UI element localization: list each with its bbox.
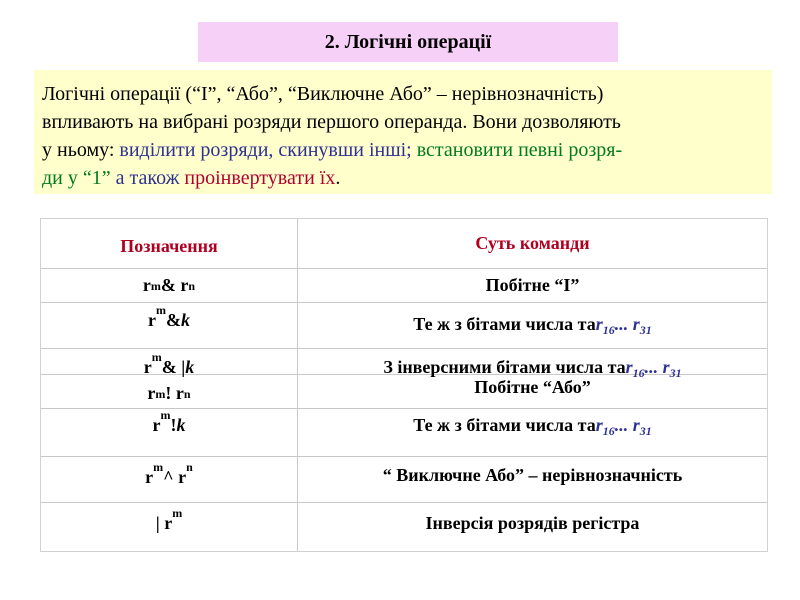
- header-description: Суть команди: [475, 233, 590, 253]
- table-row: [41, 303, 767, 349]
- intro-line-1: Логічні операції (“І”, “Або”, “Виключне Або” – нерівнозначність): [42, 83, 604, 105]
- table-row: [41, 375, 767, 409]
- column-divider: [297, 219, 298, 551]
- description-cell: Інверсія розрядів регістра: [425, 513, 640, 533]
- description-cell: Побітне “Або”: [474, 377, 591, 397]
- intro-period: .: [335, 167, 341, 189]
- table-row: [41, 349, 767, 380]
- notation-cell: r m ! r n: [147, 383, 191, 403]
- intro-highlight-select: виділити розряди, скинувши інші;: [119, 139, 412, 161]
- intro-text: у ньому:: [42, 139, 120, 161]
- notation-cell: r m ^ r n: [145, 460, 193, 487]
- header-notation: Позначення: [120, 236, 218, 256]
- table-header-row: [41, 219, 767, 269]
- intro-line-3: [42, 136, 762, 164]
- description-cell: Те ж з бітами числа та $r_{16}$... $r_{31}$: [413, 415, 652, 438]
- notation-cell: | r m: [155, 506, 183, 533]
- notation-cell: r m & r n: [142, 275, 196, 295]
- notation-cell: r m & | k: [143, 350, 195, 377]
- description-cell: Те ж з бітами числа та $r_{16}$... $r_{31}$: [413, 314, 652, 337]
- intro-paragraph: [34, 70, 772, 194]
- intro-text-also: а також: [110, 167, 185, 189]
- table-row: [41, 503, 767, 551]
- description-cell: Побітне “І”: [485, 275, 580, 295]
- operations-table: [40, 218, 768, 552]
- table-row: [41, 269, 767, 303]
- notation-cell: r m & k: [148, 303, 190, 330]
- intro-line-2: впливають на вибрані розряди першого операнда. Вони дозволяють: [42, 111, 621, 133]
- page-title-text: 2. Логічні операції: [324, 30, 492, 53]
- intro-line-4: [42, 164, 762, 192]
- table-row: [41, 457, 767, 503]
- intro-highlight-set-cont: ди у “1”: [42, 167, 111, 189]
- register-range: $r_{16}$... $r_{31}$: [595, 314, 652, 337]
- register-range: $r_{16}$... $r_{31}$: [595, 415, 652, 438]
- intro-highlight-invert: проінвертувати їх: [184, 167, 336, 189]
- intro-highlight-set: встановити певні розря-: [411, 139, 623, 161]
- table-row: [41, 409, 767, 457]
- notation-cell: r m ! k: [152, 408, 186, 435]
- description-cell: З інверсними бітами числа та $r_{16}$... $r_{31}$: [383, 357, 682, 380]
- register-range: $r_{16}$... $r_{31}$: [625, 357, 682, 380]
- description-cell: “ Виключне Або” – нерівнозначність: [382, 465, 683, 485]
- page-title: [198, 22, 618, 62]
